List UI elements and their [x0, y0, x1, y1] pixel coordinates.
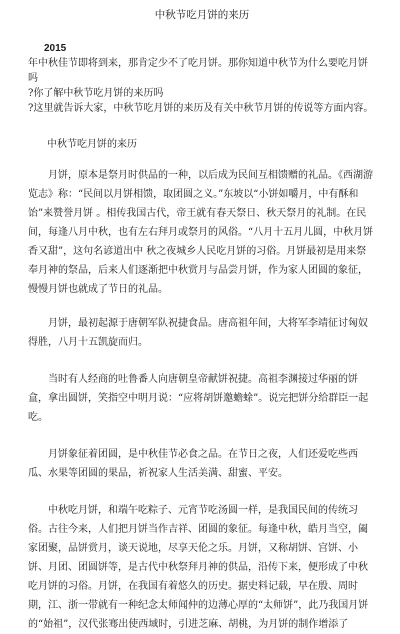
- year-label: 2015: [44, 42, 67, 54]
- intro-line: 年中秋佳节即将到来，那肯定少不了吃月饼。那你知道中秋节为什么要吃月饼吗: [28, 57, 368, 84]
- document-page: [28, 6, 376, 634]
- section-heading: 中秋节吃月饼的来历: [47, 138, 137, 150]
- paragraph: 月饼象征着团圆，是中秋佳节必食之品。在节日之夜，人们还爱吃些西瓜、水果等团圆的果品，祈祝家人生活美满、甜蜜、平安。: [28, 448, 358, 479]
- intro-line: ?你了解中秋节吃月饼的来历吗: [28, 87, 164, 99]
- paragraph: 当时有人经商的吐鲁番人向唐朝皇帝献饼祝捷。高祖李渊接过华丽的饼盒，拿出圆饼，笑指空中明月说：“应将胡饼邀蟾蜍”。说完把饼分给群臣一起吃。: [28, 373, 369, 423]
- document-title: 中秋节吃月饼的来历: [154, 9, 250, 21]
- paragraph: 月饼，最初起源于唐朝军队祝捷食品。唐高祖年间，大将军李靖征讨匈奴得胜，八月十五凯旋而归。: [28, 317, 368, 348]
- intro-block: [28, 56, 376, 116]
- paragraph: 月饼，原本是祭月时供品的一种，以后成为民间互相馈赠的礼品。《西湖游览志》称：“民间以月饼相馈，取团圆之义。”东坡以“小饼如嚼月，中有酥和饴”来赞誉月饼 。相传我国古代，帝王就有春天祭日、秋天祭月的礼制。在民间，每逢八月中秋，也有左右拜月或祭月的风俗。“八月十五月儿圆，中秋月饼香又甜”，这句名谚道出中 秋之夜城乡人民吃月饼的习俗。月饼最初是用来祭奉月神的祭品，后来人们逐渐把中秋赏月与品尝月饼，作为家人团圆的象征，慢慢月饼也就成了节日的礼品。: [28, 169, 374, 295]
- intro-line: ?这里就告诉大家，中秋节吃月饼的来历及有关中秋节月饼的传说等方面内容。: [28, 102, 374, 114]
- paragraph: 中秋吃月饼，和端午吃粽子、元宵节吃汤圆一样，是我国民间的传统习俗。古往今来，人们把月饼当作吉祥、团圆的象征。每逢中秋，皓月当空，阖家团聚，品饼赏月，谈天说地，尽享天伦之乐。月饼，又称胡饼、宫饼、小饼、月团、团圆饼等，是古代中秋祭拜月神的供品，沿传下来，便形成了中秋吃月饼的习俗。月饼，在我国有着悠久的历史。据史料记载，早在殷、周时期，江、浙一带就有一种纪念太师闻仲的边薄心厚的“太师饼”，此乃我国月饼的“始祖”，汉代张骞出使西域时，引进芝麻、胡桃，为月饼的制作增添了: [28, 504, 369, 630]
